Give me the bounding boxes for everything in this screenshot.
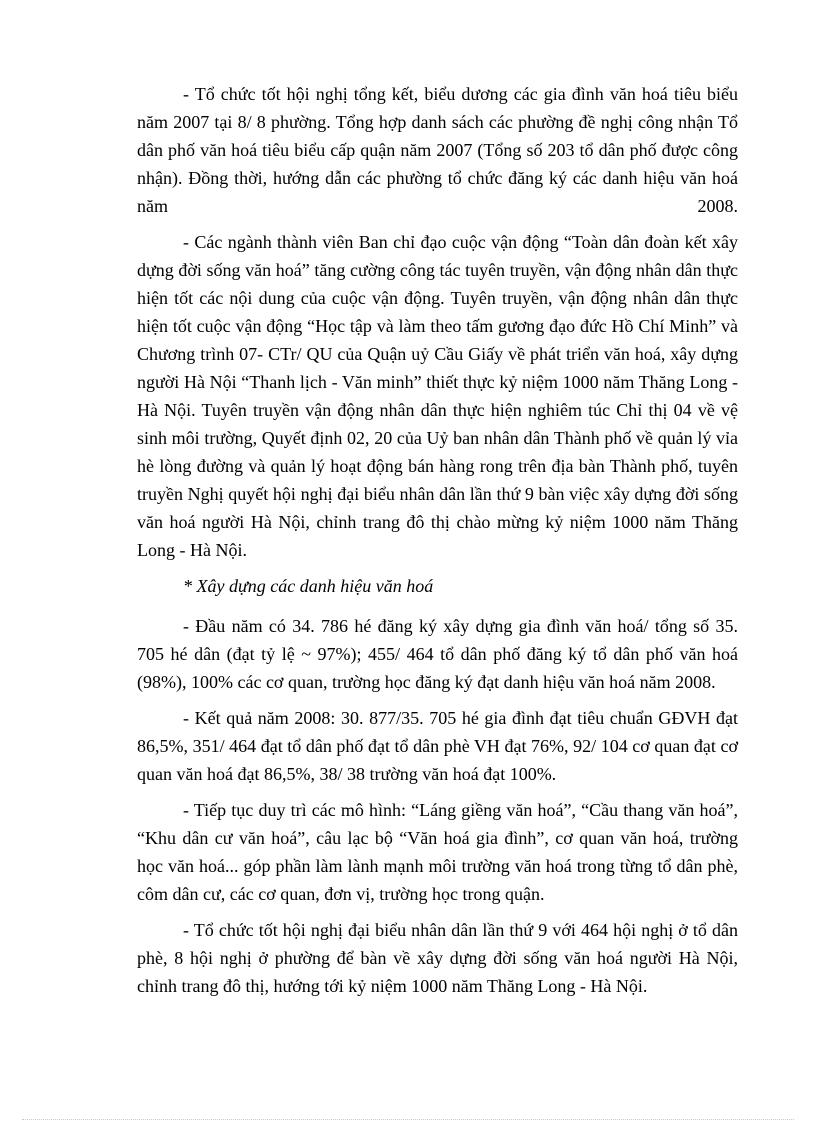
document-body xyxy=(137,80,738,1008)
paragraph-6: - Tổ chức tốt hội nghị đại biểu nhân dân lần thứ 9 với 464 hội nghị ở tổ dân phè, 8 hội nghị ở phường để bàn về xây dựng đời sống văn hoá người Hà Nội, chỉnh trang đô thị, hướng tới kỷ niệm 1000 năm Thăng Long - Hà Nội. xyxy=(137,920,738,996)
paragraph-3: - Đầu năm có 34. 786 hé đăng ký xây dựng gia đình văn hoá/ tổng số 35. 705 hé dân (đạt tỷ lệ ~ 97%); 455/ 464 tổ dân phố đăng ký tổ dân phố văn hoá (98%), 100% các cơ quan, trường học đăng ký đạt danh hiệu văn hoá năm 2008. xyxy=(137,616,738,692)
page-bottom-divider xyxy=(22,1119,794,1120)
paragraph-2: - Các ngành thành viên Ban chỉ đạo cuộc vận động “Toàn dân đoàn kết xây dựng đời sống văn hoá” tăng cường công tác tuyên truyền, vận động nhân dân thực hiện tốt các nội dung của cuộc vận động. Tuyên truyền, vận động nhân dân thực hiện tốt cuộc vận động “Học tập và làm theo tấm gương đạo đức Hồ Chí Minh” và Chương trình 07- CTr/ QU của Quận uỷ Cầu Giấy về phát triển văn hoá, xây dựng người Hà Nội “Thanh lịch - Văn minh” thiết thực kỷ niệm 1000 năm Thăng Long - Hà Nội. Tuyên truyền vận động nhân dân thực hiện nghiêm túc Chỉ thị 04 về vệ sinh môi trường, Quyết định 02, 20 của Uỷ ban nhân dân Thành phố về quản lý vỉa hè lòng đường và quản lý hoạt động bán hàng rong trên địa bàn Thành phố, tuyên truyền Nghị quyết hội nghị đại biểu nhân dân lần thứ 9 bàn việc xây dựng đời sống văn hoá người Hà Nội, chỉnh trang đô thị chào mừng kỷ niệm 1000 năm Thăng Long - Hà Nội. xyxy=(137,232,738,560)
section-heading: * Xây dựng các danh hiệu văn hoá xyxy=(183,576,434,596)
paragraph-1: - Tổ chức tốt hội nghị tổng kết, biểu dương các gia đình văn hoá tiêu biểu năm 2007 tại 8/ 8 phường. Tổng hợp danh sách các phường đề nghị công nhận Tổ dân phố văn hoá tiêu biểu cấp quận năm 2007 (Tổng số 203 tổ dân phố được công nhận). Đồng thời, hướng dẫn các phường tổ chức đăng ký các danh hiệu văn hoá năm 2008. xyxy=(137,84,738,216)
paragraph-4: - Kết quả năm 2008: 30. 877/35. 705 hé gia đình đạt tiêu chuẩn GĐVH đạt 86,5%, 351/ 464 đạt tổ dân phố đạt tổ dân phè VH đạt 76%, 92/ 104 cơ quan đạt cơ quan văn hoá đạt 86,5%, 38/ 38 trường văn hoá đạt 100%. xyxy=(137,708,738,784)
paragraph-5: - Tiếp tục duy trì các mô hình: “Láng giềng văn hoá”, “Cầu thang văn hoá”, “Khu dân cư văn hoá”, câu lạc bộ “Văn hoá gia đình”, cơ quan văn hoá, trường học văn hoá... góp phần làm lành mạnh môi trường văn hoá trong từng tổ dân phè, côm dân cư, các cơ quan, đơn vị, trường học trong quận. xyxy=(137,800,738,904)
